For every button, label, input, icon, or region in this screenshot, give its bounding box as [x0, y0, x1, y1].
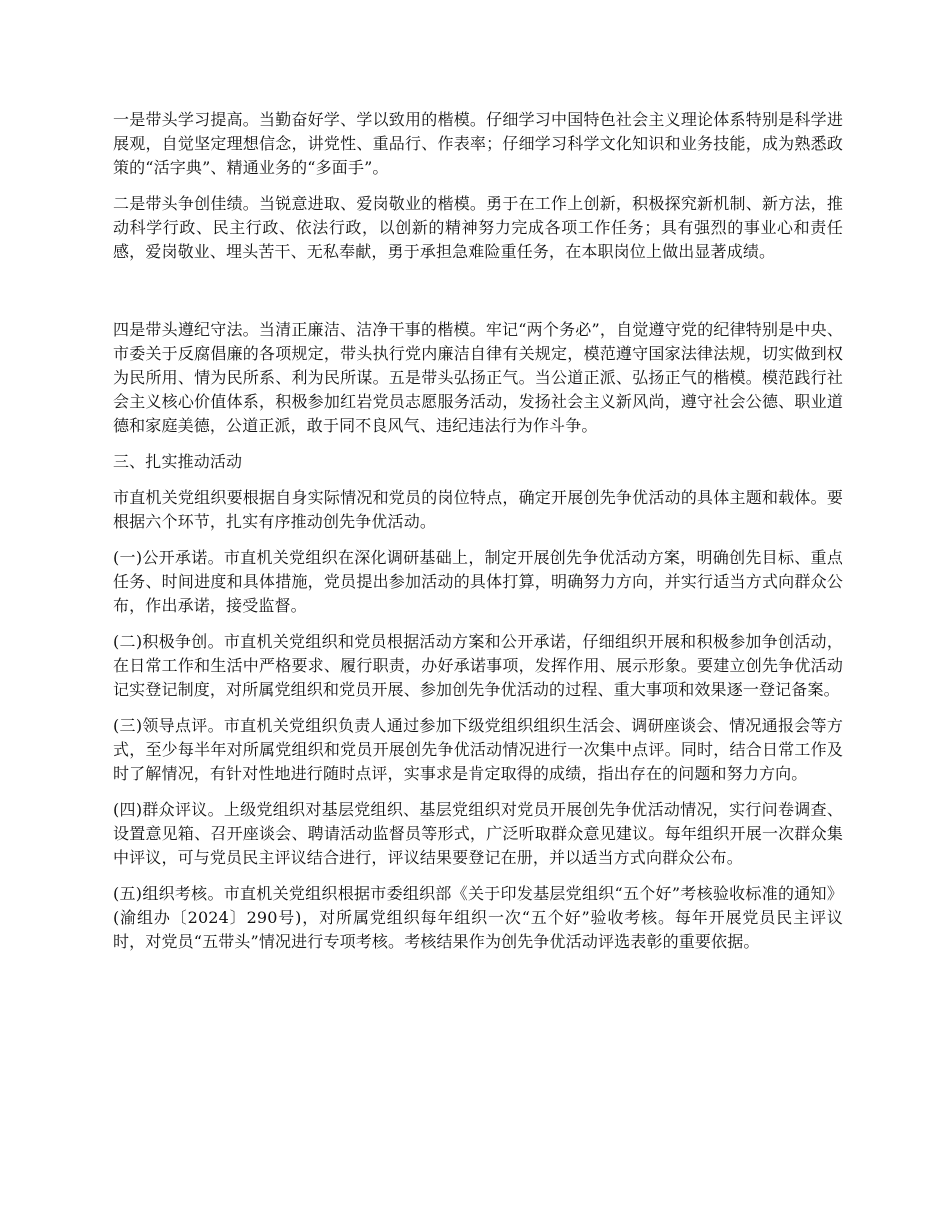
paragraph-striving: (二)积极争创。市直机关党组织和党员根据活动方案和公开承诺，仔细组织开展和积极参加争创活动，在日常工作和生活中严格要求、履行职责，办好承诺事项，发挥作用、展示形象。要建立创先争优活动记实登记制度，对所属党组织和党员开展、参加创先争优活动的过程、重大事项和效果逐一登记备案。	[113, 632, 843, 699]
paragraph-discipline: 四是带头遵纪守法。当清正廉洁、洁净干事的楷模。牢记“两个务必”，自觉遵守党的纪律特别是中央、市委关于反腐倡廉的各项规定，带头执行党内廉洁自律有关规定，模范遵守国家法律法规，切实做到权为民所用、情为民所系、利为民所谋。五是带头弘扬正气。当公道正派、弘扬正气的楷模。模范践行社会主义核心价值体系，积极参加红岩党员志愿服务活动，发扬社会主义新风尚，遵守社会公德、职业道德和家庭美德，公道正派，敢于同不良风气、违纪违法行为作斗争。	[113, 320, 843, 435]
paragraph-study: 一是带头学习提高。当勤奋好学、学以致用的楷模。仔细学习中国特色社会主义理论体系特别是科学进展观，自觉坚定理想信念，讲党性、重品行、作表率；仔细学习科学文化知识和业务技能，成为熟悉政策的“活字典”、精通业务的“多面手”。	[113, 110, 843, 177]
blank-gap	[113, 276, 843, 318]
document-body	[113, 108, 843, 966]
paragraph-leadership-review: (三)领导点评。市直机关党组织负责人通过参加下级党组织组织生活会、调研座谈会、情况通报会等方式，至少每半年对所属党组织和党员开展创先争优活动情况进行一次集中点评。同时，结合日常工作及时了解情况，有针对性地进行随时点评，实事求是肯定取得的成绩，指出存在的问题和努力方向。	[113, 716, 843, 783]
section-heading: 三、扎实推动活动	[113, 452, 243, 471]
paragraph-intro: 市直机关党组织要根据自身实际情况和党员的岗位特点，确定开展创先争优活动的具体主题和载体。要根据六个环节，扎实有序推动创先争优活动。	[113, 488, 843, 531]
paragraph-achievement: 二是带头争创佳绩。当锐意进取、爱岗敬业的楷模。勇于在工作上创新，积极探究新机制、新方法，推动科学行政、民主行政、依法行政，以创新的精神努力完成各项工作任务；具有强烈的事业心和责任感，爱岗敬业、埋头苦干、无私奉献，勇于承担急难险重任务，在本职岗位上做出显著成绩。	[113, 194, 843, 261]
paragraph-public-review: (四)群众评议。上级党组织对基层党组织、基层党组织对党员开展创先争优活动情况，实行问卷调查、设置意见箱、召开座谈会、聘请活动监督员等形式，广泛听取群众意见建议。每年组织开展一次群众集中评议，可与党员民主评议结合进行，评议结果要登记在册，并以适当方式向群众公布。	[113, 800, 843, 867]
paragraph-commitment: (一)公开承诺。市直机关党组织在深化调研基础上，制定开展创先争优活动方案，明确创先目标、重点任务、时间进度和具体措施，党员提出参加活动的具体打算，明确努力方向，并实行适当方式向群众公布，作出承诺，接受监督。	[113, 548, 843, 615]
paragraph-assessment: (五)组织考核。市直机关党组织根据市委组织部《关于印发基层党组织“五个好”考核验收标准的通知》(渝组办〔2024〕290号)，对所属党组织每年组织一次“五个好”验收考核。每年开展党员民主评议时，对党员“五带头”情况进行专项考核。考核结果作为创先争优活动评选表彰的重要依据。	[113, 884, 843, 951]
